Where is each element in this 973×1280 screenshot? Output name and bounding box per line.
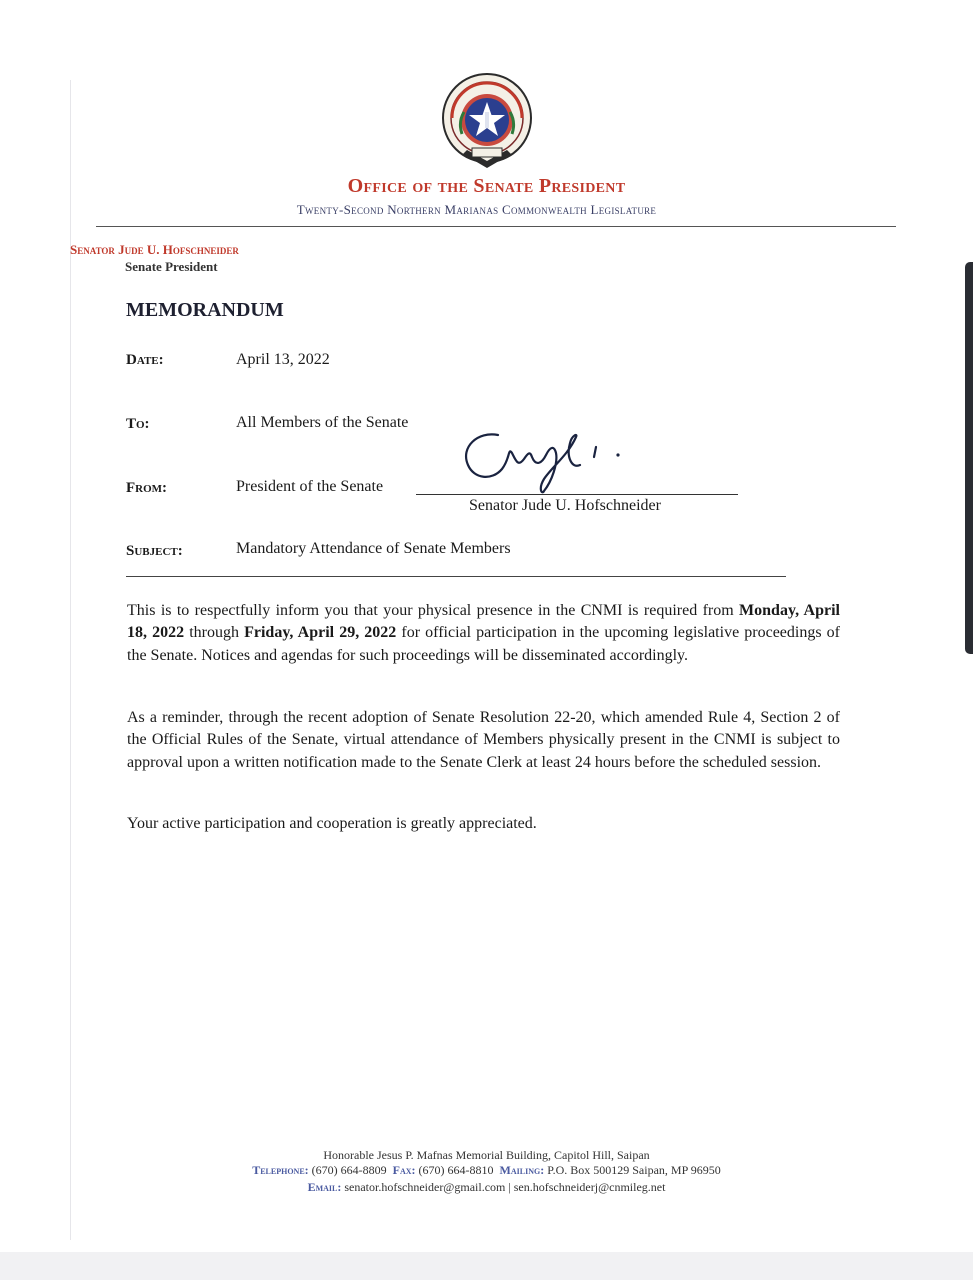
- signatory-name: Senator Jude U. Hofschneider: [469, 497, 661, 514]
- subject-value: Mandatory Attendance of Senate Members: [236, 540, 511, 557]
- subject-label: Subject:: [126, 543, 183, 559]
- from-label: From:: [126, 480, 168, 496]
- footer-emails: [0, 1180, 973, 1195]
- mailing-address: P.O. Box 500129 Saipan, MP 96950: [547, 1163, 721, 1177]
- official-seal-icon: [428, 72, 546, 172]
- p1-end-date: Friday, April 29, 2022: [244, 624, 397, 642]
- senator-title: Senate President: [125, 259, 218, 274]
- telephone-label: Telephone:: [252, 1163, 309, 1177]
- office-title: Office of the Senate President: [347, 175, 626, 197]
- p1-text-c: for official participation in the upcoming legislative proceedings of the Senate. Notices and agendas for such proceedings will be disseminated accordingly.: [127, 624, 841, 664]
- from-value: President of the Senate: [236, 478, 384, 495]
- to-value: All Members of the Senate: [236, 414, 409, 431]
- subject-divider: [126, 576, 786, 577]
- email-link-1[interactable]: senator.hofschneider@gmail.com: [344, 1180, 506, 1194]
- date-value: April 13, 2022: [236, 351, 330, 368]
- senator-name: Senator Jude U. Hofschneider: [70, 242, 239, 257]
- body-paragraph-1: [127, 600, 840, 667]
- legislature-name: Twenty-Second Northern Marianas Commonwealth Legislature: [296, 202, 657, 217]
- memo-heading: MEMORANDUM: [126, 299, 284, 321]
- to-label: To:: [126, 416, 150, 432]
- telephone-number: (670) 664-8809: [311, 1163, 387, 1177]
- fax-label: Fax:: [392, 1163, 416, 1177]
- p1-text-b: through: [184, 624, 245, 642]
- header-divider: [96, 226, 896, 227]
- p1-start-date: Monday, April 18, 2022: [127, 602, 840, 642]
- body-paragraph-2: As a reminder, through the recent adoption of Senate Resolution 22-20, which amended Rule 4, Section 2 of the Official Rules of the Senate, virtual attendance of Members physically present in the CNMI is subject to approval upon a written notification made to the Senate Clerk at least 24 hours before the scheduled session.: [127, 709, 840, 771]
- p1-text-a: This is to respectfully inform you that your physical presence in the CNMI is required from: [127, 602, 740, 619]
- fax-number: (670) 664-8810: [418, 1163, 494, 1177]
- viewer-scroll-handle[interactable]: [965, 262, 973, 654]
- viewer-bottom-band: [0, 1252, 973, 1280]
- body-paragraph-3: Your active participation and cooperation is greatly appreciated.: [127, 815, 537, 832]
- footer-contacts: [0, 1163, 973, 1178]
- email-link-2[interactable]: sen.hofschneiderj@cnmileg.net: [513, 1180, 666, 1194]
- mailing-label: Mailing:: [499, 1163, 545, 1177]
- signature-line: [416, 494, 738, 495]
- date-label: Date:: [126, 352, 164, 368]
- footer-address: Honorable Jesus P. Mafnas Memorial Building, Capitol Hill, Saipan: [323, 1148, 650, 1162]
- handwritten-signature: [458, 425, 638, 495]
- email-label: Email:: [307, 1180, 342, 1194]
- email-separator: |: [508, 1180, 511, 1194]
